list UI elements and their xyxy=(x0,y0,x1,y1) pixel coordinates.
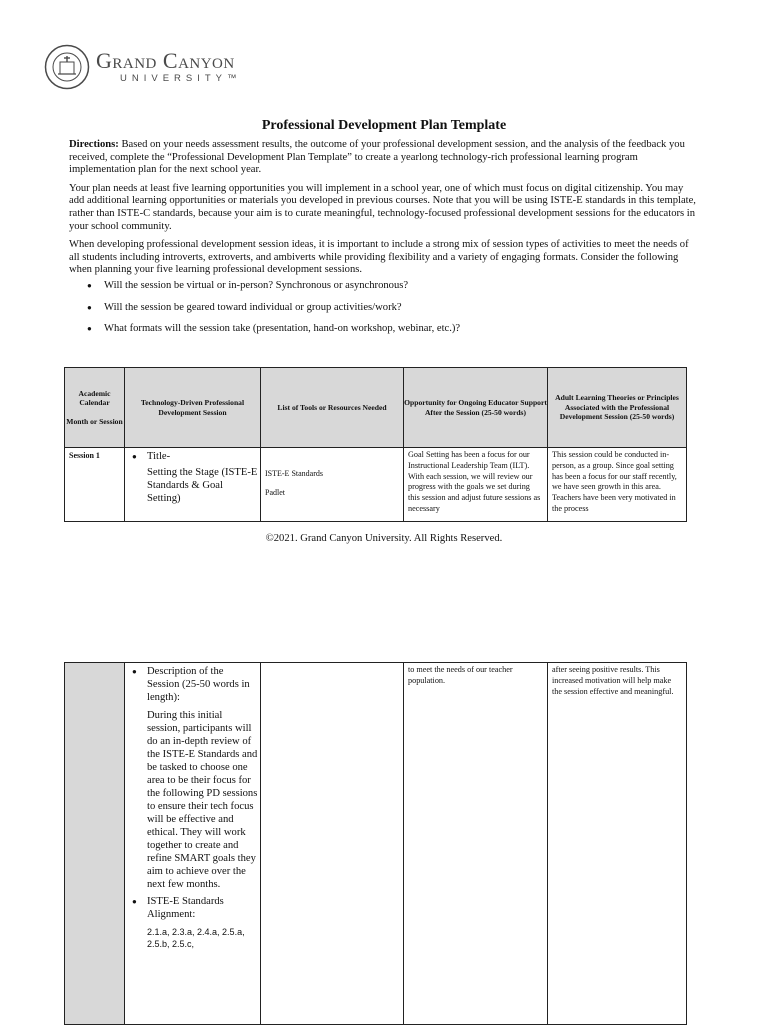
logo-name: Grand Canyon xyxy=(96,48,235,73)
pd-plan-table xyxy=(64,367,687,522)
tools-cell: ISTE-E Standards Padlet xyxy=(261,448,404,522)
support-cell: to meet the needs of our teacher population. xyxy=(404,663,548,1025)
session-label: Session 1 xyxy=(65,448,125,522)
header-academic-calendar: Academic Calendar Month or Session xyxy=(65,368,125,448)
directions-text: Based on your needs assessment results, the outcome of your professional development session, and the analysis of the feedback you received, complete the “Professional Development Plan Template” to create a yearlong technology-rich professional learning program implementation plan for the next school year. xyxy=(69,139,685,176)
tools-cell-empty xyxy=(261,663,404,1025)
directions-label: Directions: xyxy=(69,139,119,150)
header-session: Technology-Driven Professional Development Session xyxy=(125,368,261,448)
list-item: ● Title- Setting the Stage (ISTE-E Standards & Goal Setting) xyxy=(129,450,258,505)
theories-cell: after seeing positive results. This increased motivation will help make the session effective and meaningful. xyxy=(548,663,687,1025)
plan-requirements-paragraph: Your plan needs at least five learning opportunities you will implement in a school year, one of which must focus on digital citizenship. You may add additional learning opportunities or materials you developed in previous courses. Note that you will be using ISTE-E standards in this template, rather than ISTE-C standards, because your aim is to curate meaningful, technology-focused professional development sessions for the educators in your school community. xyxy=(69,182,696,232)
header-tools: List of Tools or Resources Needed xyxy=(261,368,404,448)
page-title: Professional Development Plan Template xyxy=(261,118,507,133)
list-item: ● Will the session be virtual or in-person? Synchronous or asynchronous? xyxy=(69,280,699,293)
session-ideas-paragraph: When developing professional development session ideas, it is important to include a strong mix of session types of activities to meet the needs of all students including introverts, extroverts, and ambiverts while providing flexibility and a variety of engaging formats. Consider the following when planning your five learning professional development sessions. xyxy=(69,239,689,276)
session-description-cell xyxy=(125,663,261,1025)
support-cell: Goal Setting has been a focus for our Instructional Leadership Team (ILT). With each session, we will review our progress with the goals we set during this session and adjust future sessions as necessary xyxy=(404,448,548,522)
session-label-empty xyxy=(65,663,125,1025)
directions-section xyxy=(69,139,699,345)
theories-cell: This session could be conducted in-person, as a group. Since goal setting has been a focus for our staff recently, we have seen growth in this area. Teachers have been very motivated in the process xyxy=(548,448,687,522)
pd-plan-table-continued xyxy=(64,662,687,1025)
copyright-footer: ©2021. Grand Canyon University. All Rights Reserved. xyxy=(265,533,503,544)
directions-paragraph xyxy=(69,139,699,177)
logo-subtitle: UNIVERSITY™ xyxy=(120,73,242,84)
header-support: Opportunity for Ongoing Educator Support After the Session (25-50 words) xyxy=(404,368,548,448)
table-header-row xyxy=(65,368,687,448)
university-seal-icon xyxy=(44,44,90,90)
list-item: ● ISTE-E Standards Alignment: 2.1.a, 2.3.a, 2.4.a, 2.5.a, 2.5.b, 2.5.c, xyxy=(129,895,258,950)
list-item: ● What formats will the session take (presentation, hand-on workshop, webinar, etc.)? xyxy=(69,323,699,336)
table-row xyxy=(65,663,687,1025)
considerations-list xyxy=(69,280,699,336)
university-logo xyxy=(44,44,242,90)
session-title-cell xyxy=(125,448,261,522)
list-item: ● Will the session be geared toward individual or group activities/work? xyxy=(69,302,699,315)
table-row xyxy=(65,448,687,522)
header-theories: Adult Learning Theories or Principles Associated with the Professional Development Session (25-50 words) xyxy=(548,368,687,448)
list-item: ● Description of the Session (25-50 words in length): During this initial session, participants will do an in-depth review of the ISTE-E Standards and be tasked to choose one area to be their focus for the following PD sessions to ensure their tech focus will be effective and ethical. They will work together to create and refine SMART goals they aim to achieve over the next few months. xyxy=(129,665,258,891)
